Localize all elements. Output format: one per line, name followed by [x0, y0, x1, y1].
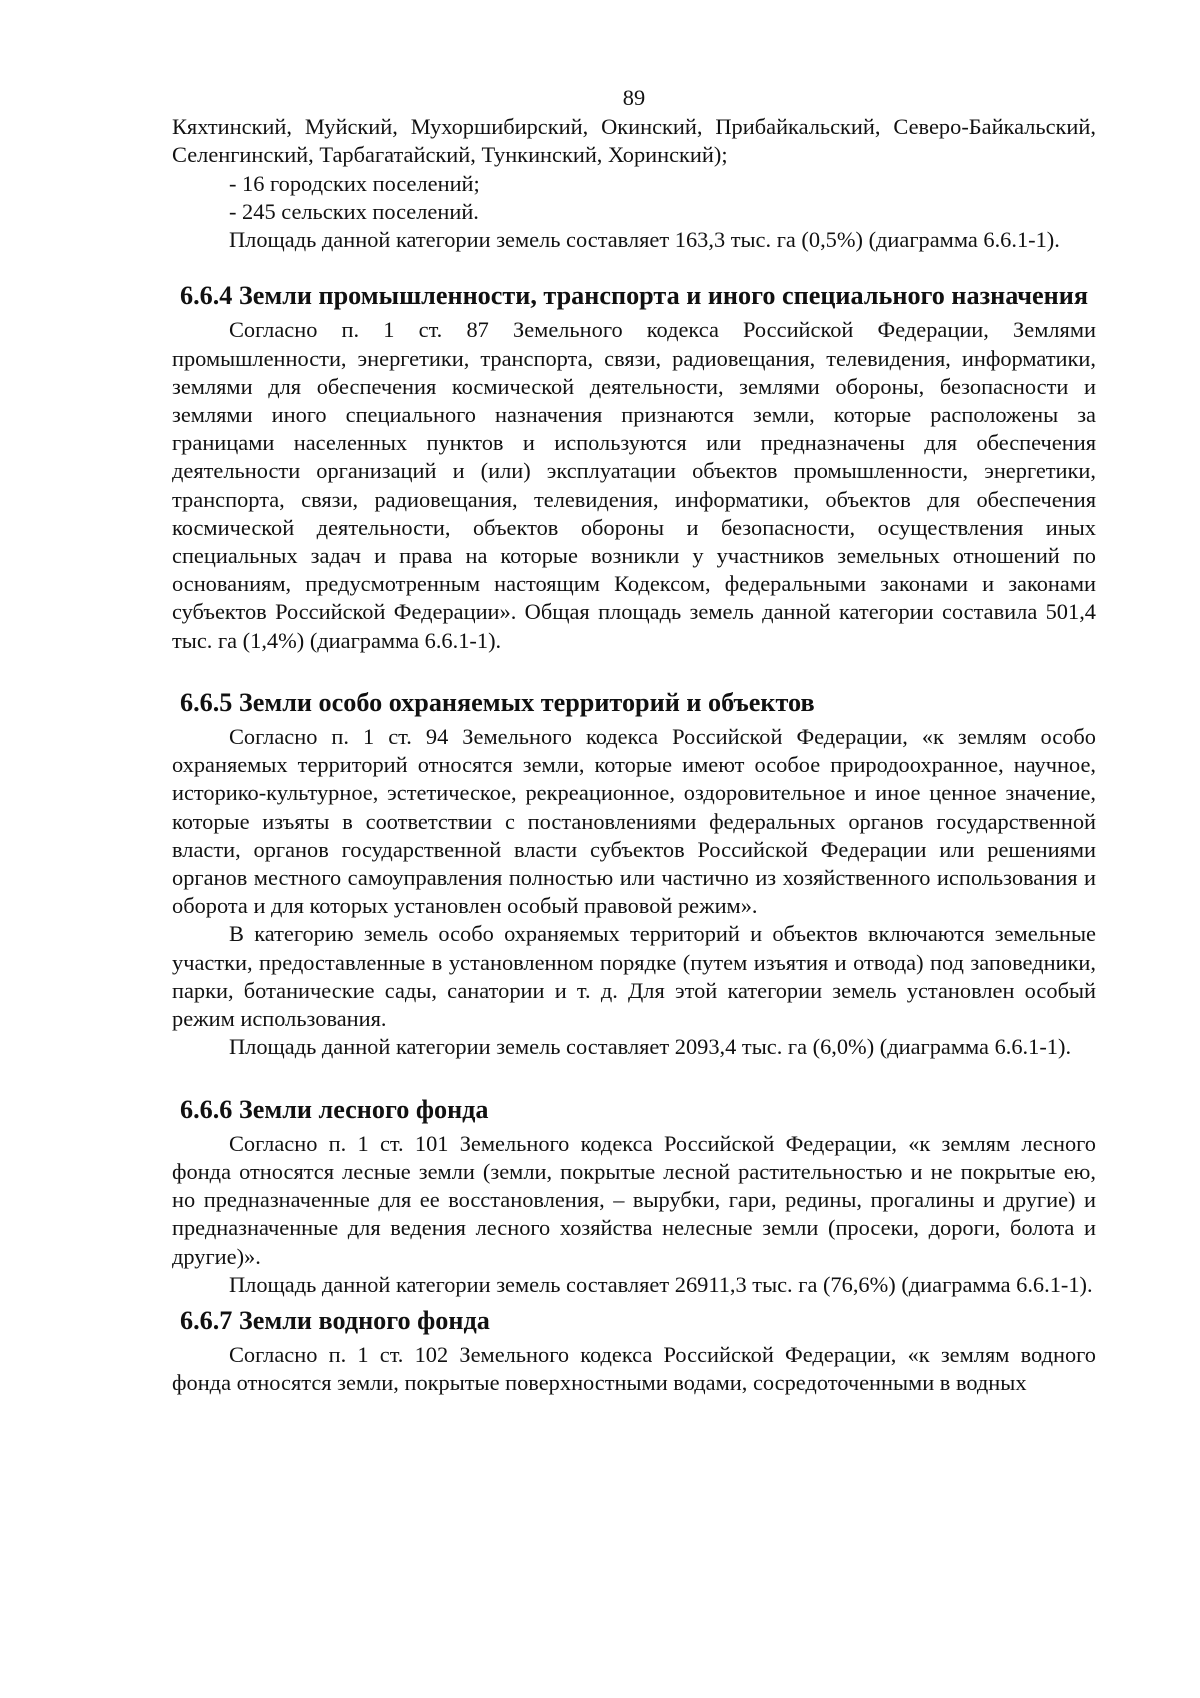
section-6-6-5-paragraph-3: Площадь данной категории земель составляет 2093,4 тыс. га (6,0%) (диаграмма 6.6.1-1).	[229, 1034, 1072, 1060]
page-number: 89	[622, 85, 646, 110]
section-6-6-5-paragraph-2: В категорию земель особо охраняемых территорий и объектов включаются земельные участки, предоставленные в установленном порядке (путем изъятия и отвода) под заповедники, парки, ботанические сады, санатории и т. д. Для этой категории земель установлен особый режим использования.	[172, 921, 1096, 1032]
intro-area-paragraph: Площадь данной категории земель составляет 163,3 тыс. га (0,5%) (диаграмма 6.6.1-1).	[229, 227, 1060, 253]
section-heading-6-6-5: 6.6.5 Земли особо охраняемых территорий и объектов	[180, 687, 815, 717]
section-6-6-6-paragraph-1: Согласно п. 1 ст. 101 Земельного кодекса Российской Федерации, «к землям лесного фонда относятся лесные земли (земли, покрытые лесной растительностью и не покрытые ею, но предназначенные для ее восстановления, – вырубки, гари, редины, прогалины и другие) и предназначенные для ведения лесного хозяйства нелесные земли (просеки, дороги, болота и другие)».	[172, 1130, 1096, 1269]
section-heading-6-6-4: 6.6.4 Земли промышленности, транспорта и иного специального назначения	[180, 281, 1089, 311]
section-6-6-7-paragraph-1: Согласно п. 1 ст. 102 Земельного кодекса Российской Федерации, «к землям водного фонда относятся земли, покрытые поверхностными водами, сосредоточенными в водных	[172, 1342, 1096, 1396]
section-heading-6-6-7: 6.6.7 Земли водного фонда	[180, 1305, 490, 1335]
intro-paragraph: Кяхтинский, Муйский, Мухоршибирский, Окинский, Прибайкальский, Северо-Байкальский, Селенгинский, Тарбагатайский, Тункинский, Хоринский);	[172, 114, 1096, 168]
section-6-6-5-paragraph-1: Согласно п. 1 ст. 94 Земельного кодекса Российской Федерации, «к землям особо охраняемых территорий относятся земли, которые имеют особое природоохранное, научное, историко-культурное, эстетическое, рекреационное, оздоровительное и иное ценное значение, которые изъяты в соответствии с постановлениями федеральных органов государственной власти, органов государственной власти субъектов Российской Федерации или решениями органов местного самоуправления полностью или частично из хозяйственного использования и оборота и для которых установлен особый правовой режим».	[172, 724, 1096, 919]
document-page	[172, 84, 1096, 1398]
section-6-6-4-paragraph-1: Согласно п. 1 ст. 87 Земельного кодекса Российской Федерации, Землями промышленности, энергетики, транспорта, связи, радиовещания, телевидения, информатики, землями для обеспечения космической деятельности, землями обороны, безопасности и землями иного специального назначения признаются земли, которые расположены за границами населенных пунктов и используются или предназначены для обеспечения деятельности организаций и (или) эксплуатации объектов промышленности, энергетики, транспорта, связи, радиовещания, телевидения, информатики, объектов для обеспечения космической деятельности, объектов обороны и безопасности, осуществления иных специальных задач и права на которые возникли у участников земельных отношений по основаниям, предусмотренным настоящим Кодексом, федеральными законами и законами субъектов Российской Федерации». Общая площадь земель данной категории составила 501,4 тыс. га (1,4%) (диаграмма 6.6.1-1).	[172, 317, 1096, 653]
list-item: - 16 городских поселений;	[229, 170, 480, 196]
list-item: - 245 сельских поселений.	[229, 198, 479, 224]
settlement-list	[172, 170, 1096, 226]
section-6-6-6-paragraph-2: Площадь данной категории земель составляет 26911,3 тыс. га (76,6%) (диаграмма 6.6.1-1).	[229, 1271, 1093, 1297]
section-heading-6-6-6: 6.6.6 Земли лесного фонда	[180, 1094, 489, 1124]
